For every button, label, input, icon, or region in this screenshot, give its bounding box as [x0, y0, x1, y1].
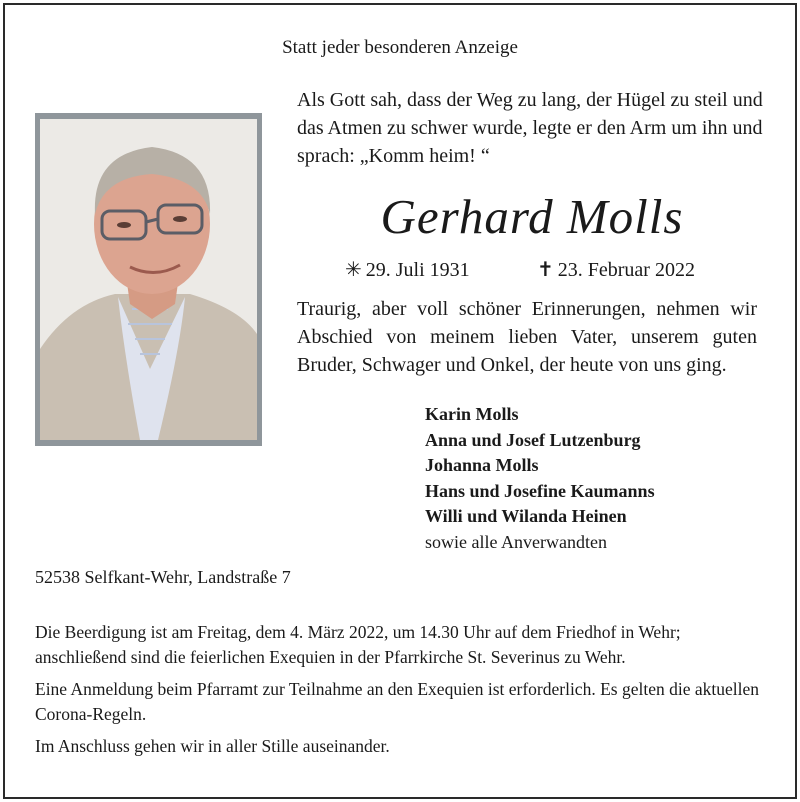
mourners-list [425, 402, 655, 555]
funeral-paragraph: Die Beerdigung ist am Freitag, dem 4. März 2022, um 14.30 Uhr auf dem Friedhof in Wehr; anschließend sind die feierlichen Exequien in der Pfarrkirche St. Severinus zu Wehr. [35, 622, 681, 667]
funeral-paragraph: Im Anschluss gehen wir in aller Stille auseinander. [35, 736, 390, 756]
notice-header: Statt jeder besonderen Anzeige [282, 37, 518, 58]
mourner-name: Johanna Molls [425, 455, 539, 475]
deceased-name: Gerhard Molls [380, 189, 684, 244]
mourners-footer: sowie alle Anverwandten [425, 531, 607, 552]
funeral-paragraph: Eine Anmeldung beim Pfarramt zur Teilnahme an den Exequien ist erforderlich. Es gelten die aktuellen Corona-Regeln. [35, 679, 759, 724]
death-date-text: 23. Februar 2022 [557, 259, 695, 281]
family-address: 52538 Selfkant-Wehr, Landstraße 7 [35, 567, 291, 587]
mourner-name: Hans und Josefine Kaumanns [425, 480, 655, 501]
mourner-name: Anna und Josef Lutzenburg [425, 429, 641, 450]
portrait-photo [40, 119, 257, 440]
death-date [537, 257, 695, 282]
quote-text: Als Gott sah, dass der Weg zu lang, der Hügel zu steil und das Atmen zu schwer wurde, legte er den Arm um ihn und sprach: „Komm heim! “ [297, 89, 763, 167]
mourner-name: Willi und Wilanda Heinen [425, 506, 627, 526]
birth-star-icon: ✳ [345, 259, 362, 281]
mourner-name: Karin Molls [425, 404, 519, 424]
obituary-text: Traurig, aber voll schöner Erinnerungen, nehmen wir Abschied von meinem lieben Vater, unserem guten Bruder, Schwager und Onkel, der heute von uns ging. [297, 298, 757, 376]
birth-date [345, 257, 470, 282]
birth-date-text: 29. Juli 1931 [365, 259, 470, 281]
portrait-photo-frame [35, 113, 262, 446]
death-cross-icon: ✝ [537, 259, 554, 281]
funeral-info [35, 620, 765, 767]
